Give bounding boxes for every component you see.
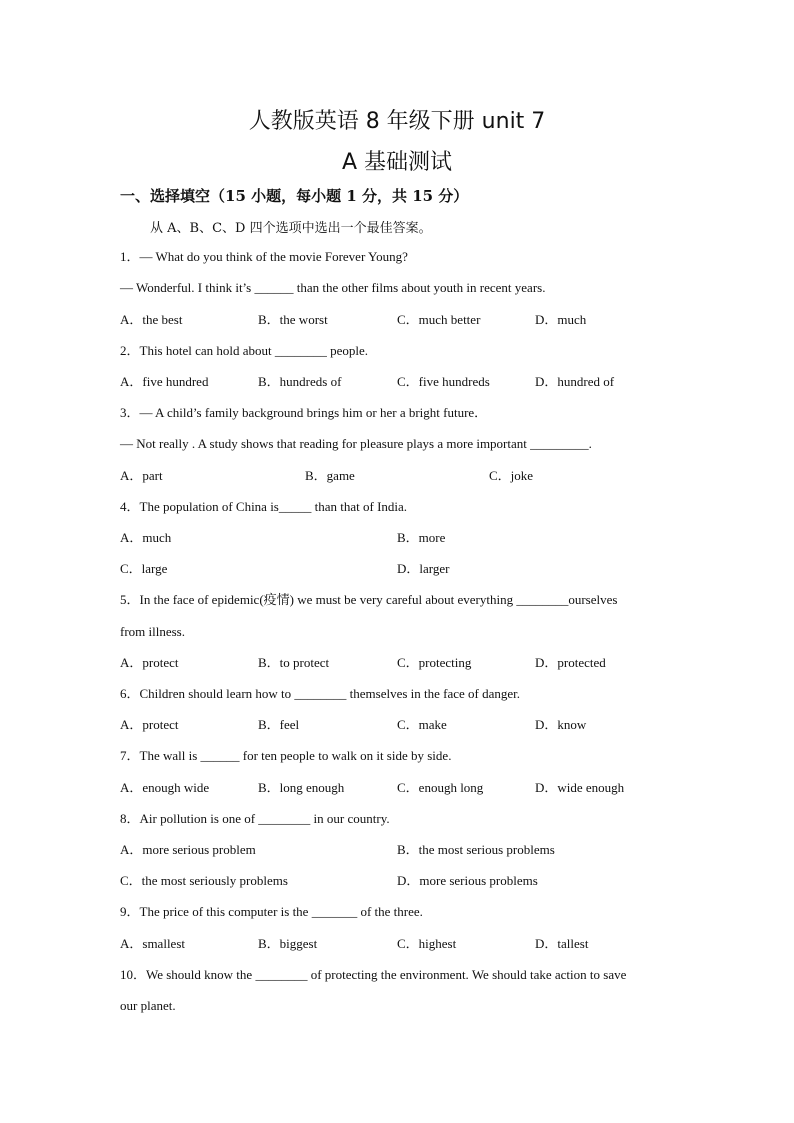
option-d: D．tallest — [535, 936, 589, 951]
question-2-options — [120, 372, 680, 392]
question-7-options — [120, 778, 680, 798]
option-a: A．the best — [120, 312, 183, 327]
option-b: B．the most serious problems — [397, 842, 555, 857]
option-d: D．hundred of — [535, 374, 615, 389]
page-title: 人教版英语 8 年级下册 unit 7 — [248, 109, 546, 134]
option-c: C．the most seriously problems — [120, 873, 288, 888]
question-8-stem: 8．Air pollution is one of ________ in our country. — [120, 811, 390, 826]
option-b: B．game — [305, 468, 355, 483]
section-heading: 一、选择填空（15 小题，每小题 1 分，共 15 分） — [120, 187, 469, 205]
question-5-stem-2: from illness. — [120, 624, 185, 639]
question-4-options-row1 — [120, 528, 680, 548]
option-b: B．long enough — [258, 780, 345, 795]
option-b: B．the worst — [258, 312, 328, 327]
option-a: A．smallest — [120, 936, 185, 951]
option-b: B．biggest — [258, 936, 318, 951]
question-4-options-row2 — [120, 559, 680, 579]
question-5-stem: 5．In the face of epidemic(疫情) we must be very careful about everything ________ourselves — [120, 592, 618, 607]
option-d: D．know — [535, 717, 587, 732]
question-1-stem: 1．— What do you think of the movie Forever Young? — [120, 249, 408, 264]
option-c: C．much better — [397, 312, 481, 327]
page-subtitle: A 基础测试 — [341, 150, 453, 175]
option-d: D．protected — [535, 655, 606, 670]
question-10-stem: 10．We should know the ________ of protecting the environment. We should take action to save — [120, 967, 627, 982]
option-b: B．to protect — [258, 655, 330, 670]
question-2-stem: 2．This hotel can hold about ________ people. — [120, 343, 369, 358]
option-c: C．protecting — [397, 655, 472, 670]
question-8-options-row2 — [120, 871, 680, 891]
option-a: A．five hundred — [120, 374, 209, 389]
question-8-options-row1 — [120, 840, 680, 860]
option-c: C．joke — [489, 468, 534, 483]
option-c: C．make — [397, 717, 447, 732]
option-a: A．protect — [120, 717, 179, 732]
option-a: A．more serious problem — [120, 842, 256, 857]
option-d: D．wide enough — [535, 780, 625, 795]
option-c: C．enough long — [397, 780, 484, 795]
question-9-stem: 9．The price of this computer is the _______ of the three. — [120, 904, 423, 919]
question-6-options — [120, 715, 680, 735]
option-d: D．more serious problems — [397, 873, 538, 888]
question-3-stem-2: — Not really . A study shows that reading for pleasure plays a more important _________. — [120, 436, 592, 451]
option-a: A．enough wide — [120, 780, 210, 795]
option-b: B．feel — [258, 717, 300, 732]
option-a: A．much — [120, 530, 172, 545]
question-1-options — [120, 310, 680, 330]
question-7-stem: 7．The wall is ______ for ten people to walk on it side by side. — [120, 748, 452, 763]
question-10-stem-2: our planet. — [120, 998, 176, 1013]
option-d: D．larger — [397, 561, 450, 576]
question-4-stem: 4．The population of China is_____ than that of India. — [120, 499, 408, 514]
option-a: A．protect — [120, 655, 179, 670]
instruction-text: 从 A、B、C、D 四个选项中选出一个最佳答案。 — [150, 221, 432, 236]
question-6-stem: 6．Children should learn how to ________ themselves in the face of danger. — [120, 686, 521, 701]
option-c: C．five hundreds — [397, 374, 490, 389]
question-9-options — [120, 934, 680, 954]
question-5-options — [120, 653, 680, 673]
question-1-stem-2: — Wonderful. I think it’s ______ than the other films about youth in recent years. — [120, 280, 546, 295]
option-b: B．hundreds of — [258, 374, 342, 389]
question-3-stem: 3．— A child’s family background brings him or her a bright future． — [120, 405, 488, 420]
option-d: D．much — [535, 312, 587, 327]
option-b: B．more — [397, 530, 446, 545]
option-c: C．large — [120, 561, 168, 576]
question-3-options — [120, 466, 680, 486]
option-a: A．part — [120, 468, 163, 483]
option-c: C．highest — [397, 936, 457, 951]
